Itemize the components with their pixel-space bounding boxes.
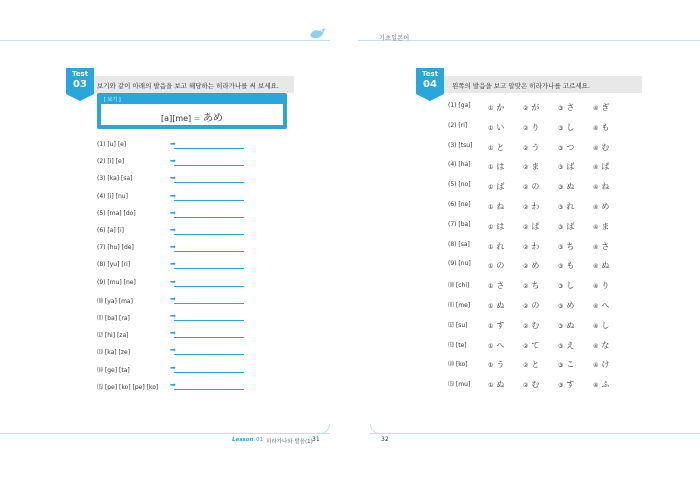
option-marker: ②: [523, 184, 529, 192]
option-kana: い: [496, 122, 505, 132]
choice-row: [448, 201, 648, 211]
choice-option[interactable]: [558, 142, 574, 153]
option-marker: ③: [558, 303, 564, 310]
option-marker: ①: [488, 144, 494, 152]
option-marker: ④: [593, 303, 599, 310]
option-marker: ①: [488, 322, 494, 330]
option-kana: ぬ: [496, 380, 505, 390]
choice-option[interactable]: [593, 379, 609, 390]
page-number-right: 32: [381, 436, 389, 443]
option-kana: と: [496, 142, 505, 152]
option-marker: ①: [488, 283, 494, 291]
answer-line[interactable]: [174, 320, 244, 321]
option-kana: か: [496, 103, 505, 112]
option-marker: ②: [523, 382, 529, 390]
instruction-left: 보기와 같이 아래의 발음을 보고 해당하는 히라가나를 써 보세요.: [97, 82, 279, 90]
option-kana: の: [531, 182, 540, 192]
answer-line[interactable]: [174, 286, 244, 287]
option-marker: ③: [558, 382, 564, 390]
question-label: ⒂ [pe] [ko] [pe] [ko]: [97, 383, 159, 391]
option-marker: ②: [523, 204, 529, 211]
option-marker: ④: [593, 204, 599, 211]
choice-question-label: (6) [ne]: [448, 201, 471, 208]
arrow-icon: ➡: [170, 294, 176, 303]
option-kana: う: [496, 360, 505, 370]
option-kana: も: [566, 261, 575, 271]
option-kana: ば: [566, 162, 575, 172]
arrow-icon: ➡: [170, 243, 176, 252]
option-marker: ④: [593, 382, 599, 390]
option-kana: ぬ: [601, 261, 610, 271]
question-label: ⑽ [ya] [ma]: [97, 297, 133, 305]
choice-option[interactable]: [593, 122, 609, 133]
choice-row: [448, 340, 648, 350]
answer-line[interactable]: [174, 234, 244, 235]
option-kana: む: [531, 380, 540, 390]
question-label: (1) [u] [e]: [97, 141, 127, 148]
choice-question-label: ⑿ [su]: [448, 321, 468, 329]
option-marker: ③: [558, 184, 564, 192]
option-marker: ②: [523, 322, 529, 330]
choice-row: [448, 300, 648, 310]
choice-option[interactable]: [558, 221, 574, 232]
option-marker: ①: [488, 382, 494, 390]
question-label: ⑿ [hi] [za]: [97, 332, 129, 340]
option-marker: ②: [523, 362, 529, 370]
question-label: (3) [ka] [sa]: [97, 175, 133, 183]
choice-row: [448, 280, 648, 290]
choice-option[interactable]: [488, 102, 504, 113]
example-tag: [ 보기 ]: [104, 97, 121, 103]
option-marker: ①: [488, 184, 494, 192]
option-kana: さ: [496, 281, 505, 291]
arrow-icon: ➡: [170, 363, 176, 372]
choice-option[interactable]: [593, 359, 609, 370]
arrow-icon: ➡: [170, 346, 176, 355]
answer-line[interactable]: [174, 148, 244, 149]
choice-option[interactable]: [558, 241, 574, 252]
option-marker: ②: [523, 303, 529, 310]
choice-row: [448, 359, 648, 369]
choice-question-label: ⒁ [ko]: [448, 361, 468, 369]
option-marker: ④: [593, 322, 599, 330]
question-label: (5) [ma] [do]: [97, 209, 136, 217]
choice-option[interactable]: [488, 280, 504, 291]
answer-line[interactable]: [174, 217, 244, 218]
example-equals: =: [193, 114, 201, 123]
option-marker: ①: [488, 342, 494, 350]
arrow-icon: ➡: [170, 312, 176, 320]
option-marker: ③: [558, 342, 564, 350]
option-marker: ②: [523, 243, 529, 251]
choice-question-label: (7) [ba]: [448, 220, 471, 228]
option-marker: ①: [488, 223, 494, 231]
option-kana: ね: [496, 202, 505, 211]
question-label: (4) [i] [nu]: [97, 192, 128, 200]
option-marker: ①: [488, 204, 494, 211]
option-kana: う: [531, 142, 540, 152]
option-marker: ①: [488, 124, 494, 132]
option-kana: む: [531, 320, 540, 330]
choice-option[interactable]: [593, 161, 609, 172]
choice-option[interactable]: [558, 280, 574, 291]
option-marker: ④: [593, 223, 599, 231]
arrow-icon: ➡: [170, 174, 176, 183]
choice-option[interactable]: [558, 181, 574, 192]
option-kana: り: [531, 122, 540, 132]
option-marker: ②: [523, 342, 529, 350]
option-kana: こ: [566, 360, 575, 370]
option-marker: ③: [558, 223, 564, 231]
badge-label: Test: [71, 70, 89, 78]
arrow-icon: ➡: [170, 226, 176, 234]
option-marker: ③: [558, 124, 564, 132]
option-kana: わ: [531, 202, 540, 211]
choice-option[interactable]: [523, 379, 539, 390]
option-marker: ②: [523, 144, 529, 152]
question-row: [97, 175, 247, 185]
option-kana: り: [601, 281, 610, 291]
choice-option[interactable]: [523, 161, 539, 172]
choice-question-label: (5) [no]: [448, 181, 471, 189]
choice-option[interactable]: [523, 300, 539, 311]
option-marker: ②: [523, 263, 529, 271]
option-marker: ③: [558, 144, 564, 152]
example-inner: [101, 104, 283, 125]
choice-option[interactable]: [593, 181, 609, 192]
option-kana: ち: [531, 281, 540, 291]
option-kana: し: [601, 320, 610, 330]
choice-option[interactable]: [558, 359, 574, 370]
choice-option[interactable]: [523, 359, 539, 370]
choice-option[interactable]: [558, 320, 574, 331]
choice-question-label: ⒀ [te]: [448, 341, 467, 349]
arrow-icon: ➡: [170, 157, 176, 166]
option-marker: ②: [523, 124, 529, 132]
choice-option[interactable]: [523, 221, 539, 232]
choice-row: [448, 241, 648, 251]
choice-option[interactable]: [488, 221, 504, 232]
example-reading: [a][me]: [161, 114, 192, 123]
option-marker: ②: [523, 164, 529, 172]
answer-line[interactable]: [174, 268, 244, 269]
footer-lesson-number: 01: [256, 437, 263, 443]
question-row: [97, 210, 247, 220]
page-number-left: 31: [312, 436, 320, 443]
choice-row: [448, 320, 648, 330]
option-kana: も: [601, 122, 610, 132]
choice-option[interactable]: [488, 300, 504, 311]
arrow-icon: ➡: [170, 191, 176, 200]
arrow-icon: ➡: [170, 329, 176, 338]
option-kana: ば: [566, 221, 575, 231]
choice-option[interactable]: [558, 161, 574, 172]
choice-row: [448, 142, 648, 152]
choice-option[interactable]: [523, 181, 539, 192]
header-title: 기초일본어: [379, 35, 410, 42]
option-kana: わ: [531, 241, 540, 251]
choice-row: [448, 181, 648, 191]
choice-option[interactable]: [488, 379, 504, 390]
instruction-right: 왼쪽의 발음을 보고 알맞은 히라가나를 고르세요.: [452, 82, 590, 90]
question-row: [97, 313, 247, 323]
option-kana: む: [601, 142, 610, 152]
option-kana: て: [531, 340, 540, 350]
question-row: [97, 261, 247, 271]
choice-option[interactable]: [558, 260, 574, 271]
choice-option[interactable]: [488, 161, 504, 172]
option-marker: ③: [558, 204, 564, 211]
choice-option[interactable]: [523, 340, 539, 351]
choice-option[interactable]: [488, 340, 504, 351]
choice-option[interactable]: [558, 201, 574, 212]
example-kana: あめ: [202, 113, 223, 124]
answer-line[interactable]: [174, 251, 244, 252]
option-marker: ③: [558, 243, 564, 251]
option-kana: ね: [601, 182, 610, 192]
option-kana: し: [566, 122, 575, 132]
option-marker: ③: [558, 263, 564, 271]
question-label: (8) [yu] [ri]: [97, 261, 131, 269]
choice-question-label: (8) [sa]: [448, 240, 470, 248]
question-row: [97, 158, 247, 168]
test-badge-03: [63, 66, 97, 102]
option-kana: れ: [566, 202, 575, 211]
option-kana: な: [601, 340, 610, 350]
option-kana: ぬ: [566, 182, 575, 192]
option-kana: え: [566, 340, 575, 350]
option-marker: ③: [558, 283, 564, 291]
bottom-rule-left: [0, 433, 330, 434]
option-kana: す: [566, 380, 575, 390]
option-kana: さ: [566, 103, 575, 112]
choice-option[interactable]: [558, 340, 574, 351]
question-label: ⑾ [ba] [ra]: [97, 315, 130, 322]
choice-option[interactable]: [593, 241, 609, 252]
option-kana: ぱ: [601, 162, 610, 172]
choice-option[interactable]: [523, 142, 539, 153]
answer-line[interactable]: [174, 165, 244, 166]
badge-label: Test: [421, 70, 439, 78]
option-marker: ②: [523, 105, 529, 112]
question-row: [97, 227, 247, 237]
option-kana: ふ: [601, 380, 610, 390]
choice-option[interactable]: [593, 340, 609, 351]
question-row: [97, 347, 247, 357]
choice-option[interactable]: [593, 201, 609, 212]
choice-option[interactable]: [558, 102, 574, 113]
option-marker: ③: [558, 322, 564, 330]
option-kana: ぱ: [531, 221, 540, 231]
choice-option[interactable]: [558, 300, 574, 311]
arrow-icon: ➡: [170, 260, 176, 269]
answer-line[interactable]: [174, 303, 244, 304]
option-kana: は: [496, 162, 505, 172]
choice-option[interactable]: [488, 122, 504, 133]
option-marker: ①: [488, 362, 494, 370]
choice-option[interactable]: [593, 280, 609, 291]
choice-option[interactable]: [523, 260, 539, 271]
arrow-icon: ➡: [170, 140, 176, 148]
option-marker: ①: [488, 303, 494, 310]
choice-option[interactable]: [558, 122, 574, 133]
option-kana: す: [496, 320, 505, 330]
choice-row: [448, 122, 648, 132]
option-marker: ④: [593, 184, 599, 192]
choice-option[interactable]: [488, 359, 504, 370]
choice-option[interactable]: [488, 201, 504, 212]
option-kana: し: [566, 281, 575, 291]
option-marker: ①: [488, 164, 494, 172]
option-kana: へ: [496, 340, 505, 350]
example-text: [101, 109, 283, 124]
option-kana: が: [531, 103, 540, 112]
option-kana: れ: [496, 241, 505, 251]
option-kana: ち: [566, 241, 575, 251]
option-marker: ②: [523, 283, 529, 291]
question-row: [97, 296, 247, 306]
option-kana: ぬ: [496, 301, 505, 310]
choice-row: [448, 260, 648, 270]
test-badge-04: [413, 66, 447, 102]
option-kana: ば: [496, 182, 505, 192]
option-marker: ④: [593, 263, 599, 271]
question-row: [97, 141, 247, 151]
option-marker: ③: [558, 105, 564, 112]
footer-lesson-title: 히라가나와 발음(1): [266, 439, 313, 445]
option-kana: は: [496, 221, 505, 231]
bottom-rule-right: [370, 433, 700, 434]
choice-option[interactable]: [488, 142, 504, 153]
choice-option[interactable]: [523, 320, 539, 331]
option-kana: ぎ: [601, 103, 610, 112]
option-marker: ④: [593, 283, 599, 291]
option-kana: ま: [601, 221, 610, 231]
option-marker: ①: [488, 243, 494, 251]
question-label: (6) [a] [i]: [97, 227, 125, 234]
choice-row: [448, 102, 648, 112]
question-row: [97, 365, 247, 375]
option-kana: ぬ: [566, 320, 575, 330]
option-kana: め: [566, 301, 575, 310]
option-kana: め: [601, 202, 610, 211]
option-kana: と: [531, 360, 540, 370]
choice-option[interactable]: [558, 379, 574, 390]
choice-question-label: ⑾ [me]: [448, 302, 471, 309]
choice-option[interactable]: [488, 320, 504, 331]
option-marker: ④: [593, 124, 599, 132]
choice-option[interactable]: [488, 241, 504, 252]
option-kana: め: [531, 261, 540, 271]
question-label: (9) [mu] [ne]: [97, 278, 136, 286]
choice-question-label: (1) [ga]: [448, 102, 471, 109]
question-label: ⒁ [ge] [ta]: [97, 366, 130, 374]
choice-option[interactable]: [593, 102, 609, 113]
choice-option[interactable]: [523, 241, 539, 252]
option-kana: の: [531, 301, 540, 310]
option-marker: ④: [593, 342, 599, 350]
question-label: (2) [i] [e]: [97, 158, 125, 166]
choice-question-label: (4) [ha]: [448, 161, 471, 169]
option-marker: ①: [488, 263, 494, 271]
answer-line[interactable]: [174, 389, 244, 390]
choice-option[interactable]: [593, 300, 609, 311]
answer-line[interactable]: [174, 337, 244, 338]
choice-option[interactable]: [488, 181, 504, 192]
answer-line[interactable]: [174, 372, 244, 373]
answer-line[interactable]: [174, 354, 244, 355]
choice-option[interactable]: [593, 260, 609, 271]
question-row: [97, 330, 247, 340]
question-row: [97, 244, 247, 254]
badge-number: 03: [73, 79, 87, 90]
option-marker: ①: [488, 105, 494, 112]
option-marker: ③: [558, 362, 564, 370]
choice-question-label: (3) [tsu]: [448, 141, 473, 149]
arrow-icon: ➡: [170, 208, 176, 217]
choice-option[interactable]: [593, 221, 609, 232]
choice-row: [448, 221, 648, 231]
option-marker: ④: [593, 144, 599, 152]
choice-option[interactable]: [523, 280, 539, 291]
choice-option[interactable]: [523, 102, 539, 113]
question-label: ⒀ [ka] [ze]: [97, 349, 131, 357]
choice-question-label: ⑽ [chi]: [448, 282, 470, 290]
option-marker: ④: [593, 105, 599, 112]
choice-row: [448, 379, 648, 389]
choice-option[interactable]: [593, 320, 609, 331]
arrow-icon: ➡: [170, 277, 176, 286]
option-kana: け: [601, 360, 610, 370]
choice-option[interactable]: [523, 122, 539, 133]
option-kana: の: [496, 261, 505, 271]
answer-line[interactable]: [174, 200, 244, 201]
question-label: (7) [hu] [de]: [97, 244, 134, 252]
answer-line[interactable]: [174, 182, 244, 183]
example-box: [97, 93, 287, 129]
question-row: [97, 382, 247, 392]
option-kana: さ: [601, 241, 610, 251]
badge-number: 04: [423, 79, 437, 90]
bird-icon: [308, 26, 328, 40]
choice-row: [448, 161, 648, 171]
option-marker: ④: [593, 243, 599, 251]
choice-option[interactable]: [488, 260, 504, 271]
option-kana: つ: [566, 142, 575, 152]
choice-question-label: ⒂ [mu]: [448, 381, 471, 389]
choice-question-label: (9) [nu]: [448, 260, 471, 268]
question-row: [97, 279, 247, 289]
choice-option[interactable]: [593, 142, 609, 153]
footer-lesson-label: Lesson: [232, 437, 254, 443]
choice-option[interactable]: [523, 201, 539, 212]
option-kana: ま: [531, 162, 540, 172]
option-kana: へ: [601, 301, 610, 310]
option-marker: ④: [593, 164, 599, 172]
arrow-icon: ➡: [170, 380, 176, 389]
option-marker: ②: [523, 223, 529, 231]
question-row: [97, 193, 247, 203]
option-marker: ④: [593, 362, 599, 370]
top-rule-left: [0, 40, 330, 41]
choice-question-label: (2) [ri]: [448, 121, 468, 129]
option-marker: ③: [558, 164, 564, 172]
